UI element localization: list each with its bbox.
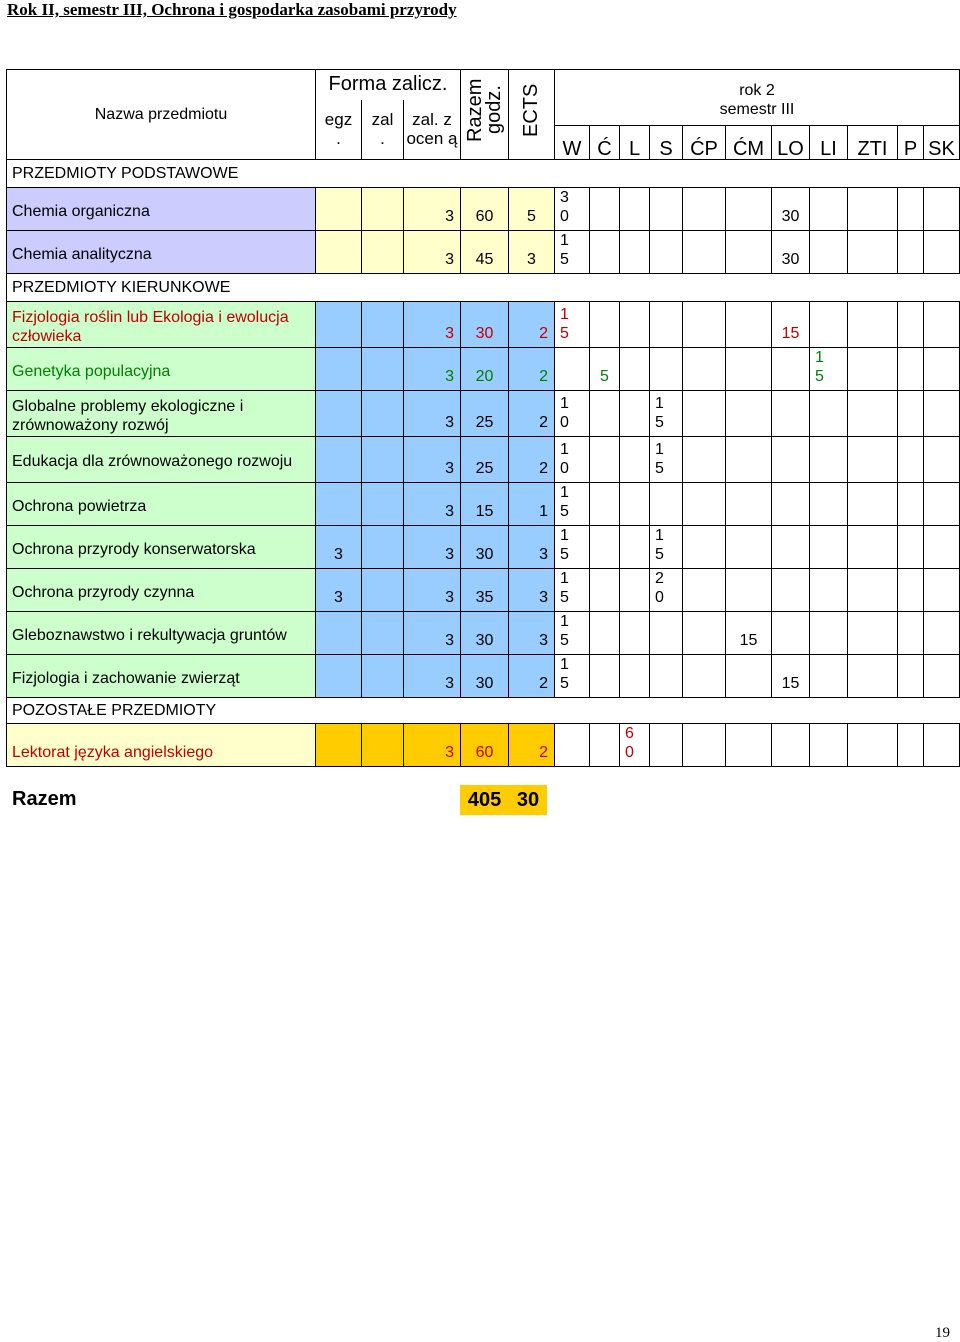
course-seminar-hours: 1 5	[650, 437, 683, 483]
course-lecture-hours: 1 0	[555, 437, 590, 483]
course-graded-credit: 3	[404, 612, 461, 655]
course-seminar-hours: 2 0	[650, 569, 683, 612]
course-graded-credit: 3	[404, 569, 461, 612]
course-graded-credit: 3	[404, 348, 461, 391]
course-name: Ochrona przyrody czynna	[7, 569, 316, 612]
totals-hours: 405	[467, 789, 502, 811]
course-hours: 45	[461, 231, 509, 274]
course-name: Edukacja dla zrównoważonego rozwoju	[7, 437, 316, 483]
header-type-cm: ĆM	[726, 126, 772, 160]
header-type-zti: ZTI	[848, 126, 898, 160]
course-name: Ochrona powietrza	[7, 483, 316, 526]
header-semester: semestr III	[555, 100, 960, 126]
course-graded-credit: 3	[404, 188, 461, 231]
header-type-l: L	[620, 126, 650, 160]
course-hours: 25	[461, 437, 509, 483]
course-exam: 3	[316, 569, 362, 612]
course-lab-hours: 6 0	[620, 724, 650, 767]
header-type-cp: ĆP	[683, 126, 726, 160]
course-graded-credit: 3	[404, 391, 461, 437]
header-year: rok 2	[555, 70, 960, 100]
course-lecture-hours: 1 5	[555, 612, 590, 655]
course-ects: 3	[509, 231, 555, 274]
course-graded-credit: 3	[404, 526, 461, 569]
header-form: Forma zalicz.	[316, 70, 461, 100]
course-hours: 20	[461, 348, 509, 391]
course-li-hours: 1 5	[810, 348, 848, 391]
header-credit: zal .	[362, 100, 404, 160]
header-type-lo: LO	[772, 126, 810, 160]
course-graded-credit: 3	[404, 724, 461, 767]
course-ects: 2	[509, 437, 555, 483]
course-hours: 30	[461, 655, 509, 698]
course-ects: 3	[509, 526, 555, 569]
header-exam: egz .	[316, 100, 362, 160]
course-name: Fizjologia i zachowanie zwierząt	[7, 655, 316, 698]
course-lecture-hours: 1 5	[555, 483, 590, 526]
course-name: Ochrona przyrody konserwatorska	[7, 526, 316, 569]
section-other: POZOSTAŁE PRZEDMIOTY	[7, 698, 960, 724]
course-ects: 2	[509, 302, 555, 348]
header-course-name: Nazwa przedmiotu	[7, 70, 316, 160]
course-hours: 30	[461, 302, 509, 348]
header-graded-credit: zal. z ocen ą	[404, 100, 461, 160]
course-hours: 25	[461, 391, 509, 437]
course-lecture-hours: 1 5	[555, 569, 590, 612]
course-hours: 35	[461, 569, 509, 612]
section-basic: PRZEDMIOTY PODSTAWOWE	[7, 160, 960, 188]
course-hours: 60	[461, 724, 509, 767]
header-type-c: Ć	[590, 126, 620, 160]
header-total-hours: Razem godz.	[463, 78, 505, 142]
course-exam: 3	[316, 526, 362, 569]
course-name: Genetyka populacyjna	[7, 348, 316, 391]
course-lo-hours: 15	[772, 655, 810, 698]
header-type-sk: SK	[924, 126, 960, 160]
course-name: Chemia organiczna	[7, 188, 316, 231]
curriculum-table	[6, 69, 960, 767]
course-hours: 30	[461, 612, 509, 655]
course-ects: 2	[509, 348, 555, 391]
course-ects: 1	[509, 483, 555, 526]
course-lo-hours: 30	[772, 188, 810, 231]
course-name: Chemia analityczna	[7, 231, 316, 274]
header-ects: ECTS	[520, 83, 542, 137]
header-type-p: P	[898, 126, 924, 160]
document-title: Rok II, semestr III, Ochrona i gospodarka zasobami przyrody	[7, 0, 457, 19]
course-ects: 2	[509, 724, 555, 767]
section-major: PRZEDMIOTY KIERUNKOWE	[7, 274, 960, 302]
course-lo-hours: 30	[772, 231, 810, 274]
header-type-s: S	[650, 126, 683, 160]
course-ects: 2	[509, 655, 555, 698]
course-name: Fizjologia roślin lub Ekologia i ewolucja człowieka	[7, 302, 316, 348]
course-lecture-hours: 1 0	[555, 391, 590, 437]
course-name: Globalne problemy ekologiczne i zrównoważony rozwój	[7, 391, 316, 437]
course-lecture-hours: 3 0	[555, 188, 590, 231]
course-graded-credit: 3	[404, 437, 461, 483]
header-type-w: W	[555, 126, 590, 160]
course-exercise-hours: 5	[590, 348, 620, 391]
totals-label: Razem	[12, 788, 77, 810]
course-name: Lektorat języka angielskiego	[7, 724, 316, 767]
totals-ects: 30	[516, 789, 540, 811]
course-hours: 15	[461, 483, 509, 526]
course-hours: 30	[461, 526, 509, 569]
totals-box	[460, 785, 547, 815]
course-lecture-hours: 1 5	[555, 231, 590, 274]
course-ects: 5	[509, 188, 555, 231]
course-seminar-hours: 1 5	[650, 391, 683, 437]
course-ects: 2	[509, 391, 555, 437]
course-lo-hours: 15	[772, 302, 810, 348]
course-lecture-hours: 1 5	[555, 302, 590, 348]
header-type-li: LI	[810, 126, 848, 160]
course-lecture-hours: 1 5	[555, 526, 590, 569]
page-number: 19	[935, 1325, 950, 1341]
course-lecture-hours: 1 5	[555, 655, 590, 698]
course-hours: 60	[461, 188, 509, 231]
course-graded-credit: 3	[404, 231, 461, 274]
course-seminar-hours: 1 5	[650, 526, 683, 569]
course-cm-hours: 15	[726, 612, 772, 655]
course-graded-credit: 3	[404, 655, 461, 698]
course-graded-credit: 3	[404, 483, 461, 526]
course-ects: 3	[509, 612, 555, 655]
course-ects: 3	[509, 569, 555, 612]
course-name: Gleboznawstwo i rekultywacja gruntów	[7, 612, 316, 655]
course-graded-credit: 3	[404, 302, 461, 348]
